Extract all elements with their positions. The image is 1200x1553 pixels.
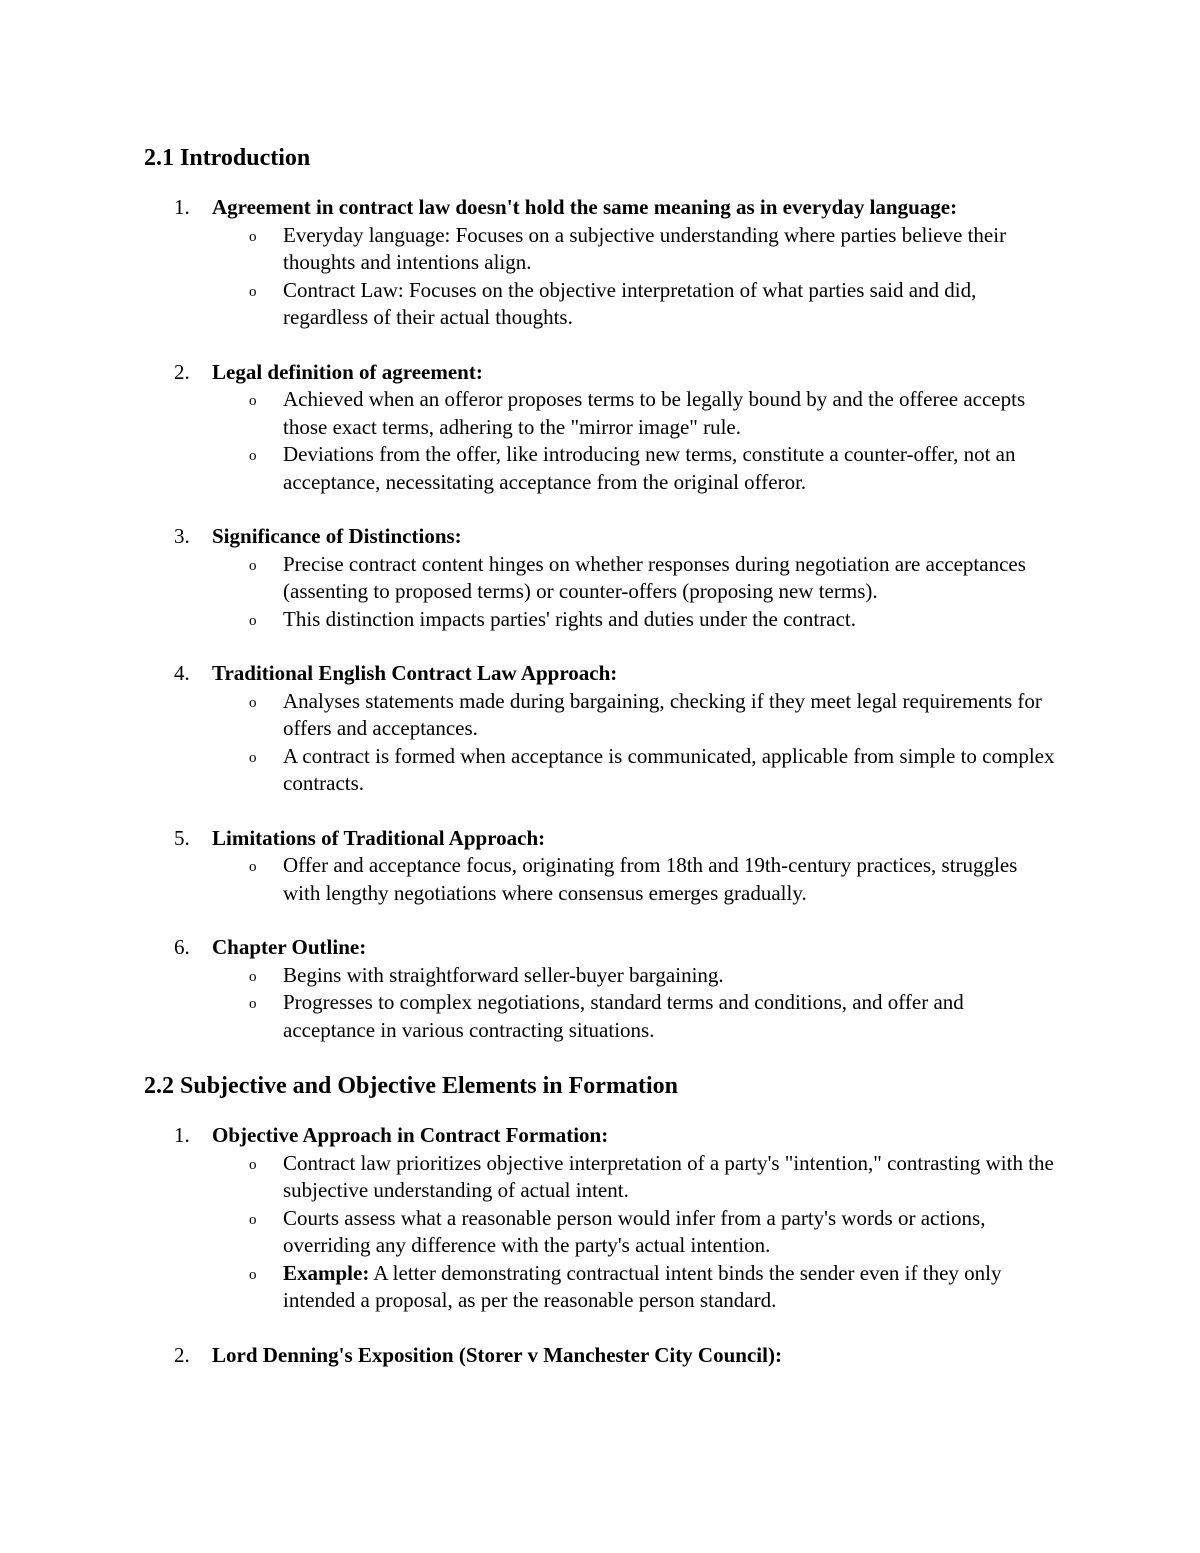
bullet-marker: o xyxy=(249,612,257,629)
list-item xyxy=(144,825,1056,908)
list-item xyxy=(144,1122,1056,1315)
section-2 xyxy=(144,1066,1056,1369)
bullet-item xyxy=(144,1205,1056,1260)
bullet-marker: o xyxy=(249,448,257,464)
bullet-text: Precise contract content hinges on whether responses during negotiation are acceptances (assenting to proposed terms) or counter-offers (proposing new terms). xyxy=(283,551,1026,603)
list-item xyxy=(144,359,1056,497)
bullet-list xyxy=(144,1150,1056,1315)
document-body xyxy=(144,138,1056,1369)
bullet-text: Everyday language: Focuses on a subjective understanding where parties believe their thoughts and intentions align. xyxy=(283,222,1007,274)
bullet-marker: o xyxy=(249,557,257,574)
bullet-marker: o xyxy=(249,749,257,766)
bullet-marker: o xyxy=(249,996,257,1012)
list-item-number: 6. xyxy=(174,935,190,959)
bullet-list xyxy=(144,962,1056,1045)
bullet-marker: o xyxy=(249,694,257,711)
list-item xyxy=(144,934,1056,1044)
list-item-heading: Legal definition of agreement: xyxy=(212,359,483,384)
list-item-number: 5. xyxy=(174,825,190,850)
list-item-heading: Agreement in contract law doesn't hold the same meaning as in everyday language: xyxy=(212,195,958,219)
bullet-item xyxy=(144,1150,1056,1205)
bullet-marker: o xyxy=(249,1211,257,1228)
bullet-text: This distinction impacts parties' rights and duties under the contract. xyxy=(283,606,856,631)
bullet-marker: o xyxy=(249,1266,257,1283)
bullet-item xyxy=(144,441,1056,496)
list-item-heading: Objective Approach in Contract Formation: xyxy=(212,1123,609,1147)
bullet-item xyxy=(144,551,1056,606)
bullet-text: Analyses statements made during bargaining, checking if they meet legal requirements for offers and acceptances. xyxy=(283,688,1042,740)
bullet-item xyxy=(144,222,1056,277)
bullet-text: Contract law prioritizes objective interpretation of a party's "intention," contrasting with the subjective understanding of actual intent. xyxy=(283,1150,1054,1202)
bullet-text: Courts assess what a reasonable person would infer from a party's words or actions, overriding any difference with the party's actual intention. xyxy=(283,1205,986,1257)
list-item-heading: Limitations of Traditional Approach: xyxy=(212,825,546,850)
bullet-text: A contract is formed when acceptance is communicated, applicable from simple to complex contracts. xyxy=(283,743,1055,795)
list-item xyxy=(144,660,1056,798)
bullet-list xyxy=(144,688,1056,798)
bullet-marker: o xyxy=(249,1156,257,1173)
bullet-item xyxy=(144,989,1056,1044)
bullet-text: A letter demonstrating contractual intent binds the sender even if they only intended a proposal, as per the reasonable person standard. xyxy=(283,1260,1002,1312)
bullet-text: Progresses to complex negotiations, standard terms and conditions, and offer and acceptance in various contracting situations. xyxy=(283,990,964,1042)
numbered-list xyxy=(144,1122,1056,1369)
bullet-text: Contract Law: Focuses on the objective interpretation of what parties said and did, regardless of their actual thoughts. xyxy=(283,277,977,329)
bullet-list xyxy=(144,386,1056,496)
bullet-text: Begins with straightforward seller-buyer bargaining. xyxy=(283,962,724,987)
bullet-list xyxy=(144,852,1056,907)
list-item-heading: Significance of Distinctions: xyxy=(212,524,462,548)
list-item xyxy=(144,194,1056,332)
bullet-item xyxy=(144,962,1056,990)
list-item-number: 3. xyxy=(174,524,190,548)
numbered-list xyxy=(144,194,1056,1044)
list-item-heading: Lord Denning's Exposition (Storer v Manchester City Council): xyxy=(212,1342,782,1367)
bullet-item xyxy=(144,277,1056,332)
bullet-item xyxy=(144,743,1056,798)
list-item xyxy=(144,1342,1056,1370)
list-item-heading: Chapter Outline: xyxy=(212,935,367,959)
bullet-text: Offer and acceptance focus, originating from 18th and 19th-century practices, struggles with lengthy negotiations where consensus emerges gradually. xyxy=(283,853,1018,905)
list-item-number: 2. xyxy=(174,1342,190,1367)
bullet-marker: o xyxy=(249,393,257,409)
bullet-list xyxy=(144,222,1056,332)
bullet-item xyxy=(144,386,1056,441)
list-item-number: 1. xyxy=(174,195,190,219)
bullet-item xyxy=(144,852,1056,907)
list-item-number: 2. xyxy=(174,359,190,384)
bullet-item xyxy=(144,1260,1056,1315)
list-item-heading: Traditional English Contract Law Approach: xyxy=(212,661,618,685)
section-1 xyxy=(144,138,1056,1044)
bullet-lead-label: Example: xyxy=(283,1260,370,1285)
bullet-marker: o xyxy=(249,283,257,300)
bullet-item xyxy=(144,688,1056,743)
bullet-marker: o xyxy=(249,859,257,875)
list-item-number: 4. xyxy=(174,661,190,685)
bullet-text: Achieved when an offeror proposes terms to be legally bound by and the offeree accepts those exact terms, adhering to the "mirror image" rule. xyxy=(283,387,1026,439)
section-heading: 2.2 Subjective and Objective Elements in Formation xyxy=(144,1073,678,1099)
list-item xyxy=(144,523,1056,633)
bullet-text: Deviations from the offer, like introducing new terms, constitute a counter-offer, not an acceptance, necessitating acceptance from the original offeror. xyxy=(283,442,1016,494)
list-item-number: 1. xyxy=(174,1123,190,1147)
bullet-marker: o xyxy=(249,968,257,985)
bullet-item xyxy=(144,606,1056,634)
bullet-marker: o xyxy=(249,228,257,245)
section-heading: 2.1 Introduction xyxy=(144,145,311,171)
bullet-list xyxy=(144,551,1056,634)
